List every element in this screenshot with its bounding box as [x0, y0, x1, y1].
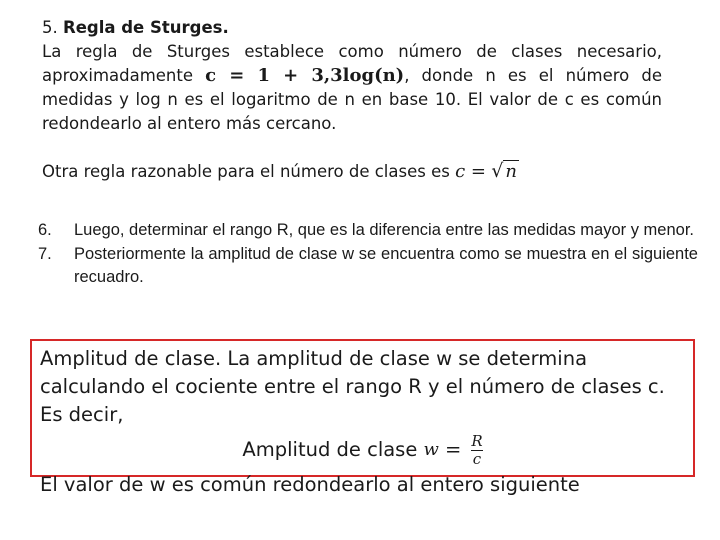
formula-variable: w	[423, 439, 439, 460]
list-item	[38, 219, 698, 243]
fraction	[471, 433, 482, 468]
list-item	[38, 243, 698, 290]
radicand: n	[505, 161, 517, 182]
steps-list	[38, 219, 698, 290]
sqrt-rule-line	[42, 159, 662, 184]
sturges-text-post: , donde n es el número de medidas y log n es el logaritmo de n en base 10. El valor de c es común redondearlo al entero más cercano.	[42, 66, 662, 133]
fraction-numerator: R	[471, 431, 483, 450]
amplitude-box-text: Amplitud de clase. La amplitud de clase w se determina calculando el cociente entre el rango R y el número de clases c. Es decir,	[40, 347, 665, 426]
sqrt-formula	[491, 159, 519, 184]
step-text: Posteriormente la amplitud de clase w se encuentra como se muestra en el siguiente recuadro.	[74, 244, 698, 286]
section-5-title: Regla de Sturges.	[63, 18, 229, 37]
sturges-text-pre: La regla de Sturges establece como número de clases necesario, aproximadamente	[42, 42, 662, 85]
section-5-number: 5.	[42, 18, 58, 37]
fraction-denominator: c	[472, 449, 482, 468]
sturges-formula: c = 1 + 3,3log(n)	[205, 65, 405, 86]
section-5	[42, 16, 662, 184]
step-number: 6.	[38, 221, 52, 239]
section-5-heading	[42, 16, 662, 40]
amplitude-formula	[40, 429, 685, 471]
radical-sign: √	[491, 160, 504, 182]
sturges-paragraph	[42, 40, 662, 136]
step-text: Luego, determinar el rango R, que es la diferencia entre las medidas mayor y menor.	[74, 221, 694, 239]
amplitude-box-footer: El valor de w es común redondearlo al entero siguiente	[40, 473, 580, 496]
formula-equals: =	[444, 438, 462, 461]
formula-label: Amplitud de clase	[242, 438, 418, 461]
sqrt-rule-text: Otra regla razonable para el número de clases es	[42, 162, 450, 181]
amplitude-box	[30, 339, 695, 496]
step-number: 7.	[38, 244, 52, 263]
sqrt-rule-lhs: c =	[455, 161, 486, 182]
